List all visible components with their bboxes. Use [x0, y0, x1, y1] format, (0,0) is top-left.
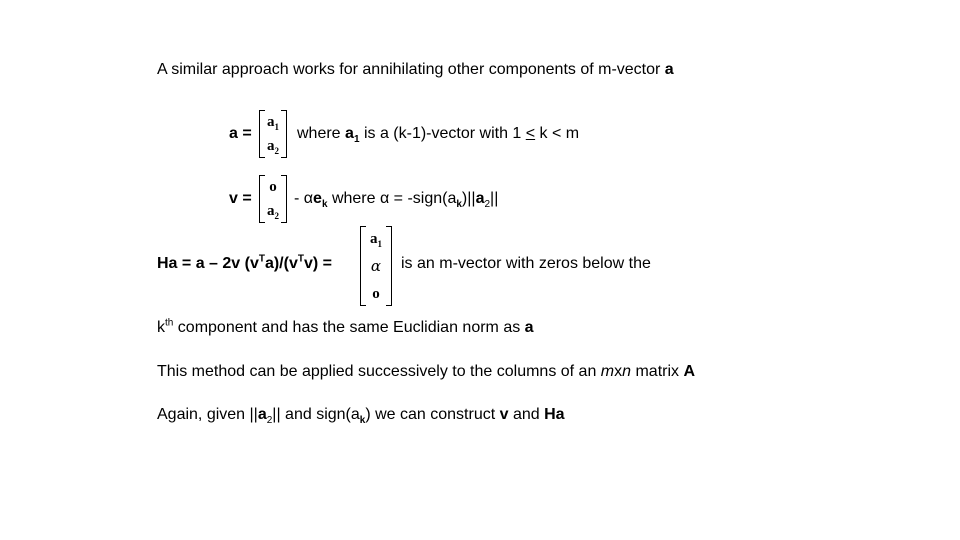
matrix-ha-middle: α	[370, 257, 382, 275]
matrix-a-bottom: $a_2$	[267, 138, 279, 156]
eq-ha-description: is an m-vector with zeros below the	[401, 255, 651, 272]
matrix-ha	[360, 226, 392, 306]
again-line: Again, given $||a_2||$ and $sign(a_k)$ we can construct v and Ha	[157, 406, 565, 427]
matrix-ha-bottom: o	[372, 286, 380, 302]
eq-a-lhs: a =	[229, 125, 252, 142]
eq-v-lhs: v =	[229, 190, 252, 207]
method-line: This method can be applied successively to the columns of an mxn matrix A	[157, 363, 696, 380]
matrix-a-top: $a_1$	[267, 114, 279, 132]
matrix-ha-top: $a_1$	[370, 231, 382, 249]
eq-ha-lhs: Ha = a – 2v $(v^Ta)/(v^Tv)$ =	[157, 253, 332, 272]
kth-component-line: $k^{th}$ component and has the same Euclidian norm as a	[157, 317, 534, 336]
matrix-a	[259, 110, 287, 158]
matrix-v	[259, 175, 287, 223]
intro-line: A similar approach works for annihilating other components of m-vector a	[157, 61, 674, 78]
matrix-v-bottom: $a_2$	[267, 203, 279, 221]
matrix-v-top: o	[269, 179, 277, 195]
vector-a: a	[664, 61, 674, 78]
eq-v-description: - $\alpha e_k$ where $\alpha = -sign(a_k)||a_2||$	[294, 190, 499, 211]
eq-a-description: where $a_1$ is a (k-1)-vector with 1 < k < m	[297, 125, 580, 146]
